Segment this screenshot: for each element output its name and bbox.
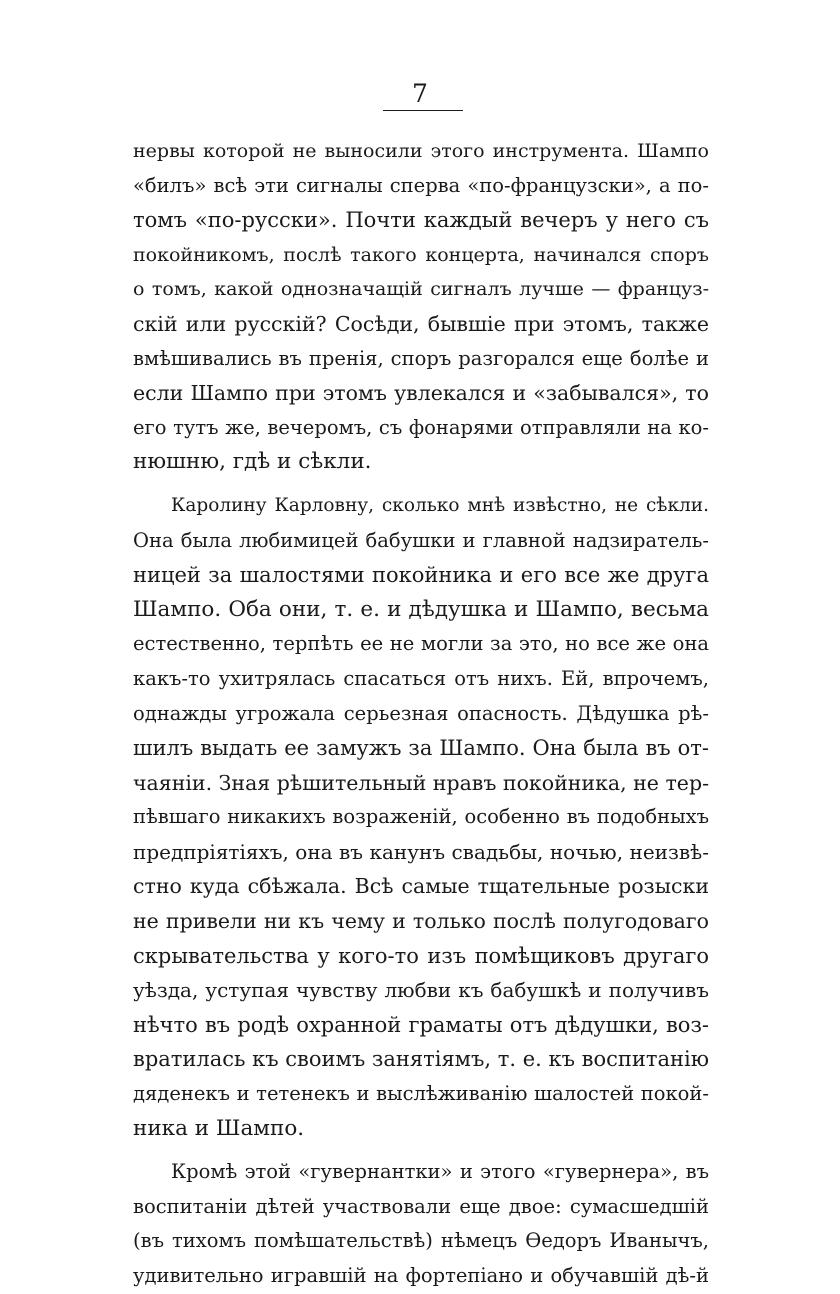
text-line: если Шампо при этомъ увлекался и «забывался», то — [133, 381, 709, 406]
text-line: ника и Шампо. — [133, 1115, 305, 1141]
text-line: Шампо. Оба они, т. е. и дѣдушка и Шампо, весьма — [133, 596, 709, 622]
text-line: шилъ выдать ее замужъ за Шампо. Она была въ от- — [133, 736, 709, 761]
paragraph-2 — [133, 489, 709, 1146]
text-line: томъ «по-русски». Почти каждый вечеръ у него съ — [133, 208, 709, 233]
text-line: уѣзда, уступая чувству любви къ бабушкѣ и получивъ — [133, 978, 709, 1003]
header-rule — [383, 110, 463, 111]
text-line: удивительно игравшій на фортепіано и обучавшій дѣ-й — [133, 1264, 709, 1287]
text-line: вратилась къ своимъ занятіямъ, т. е. къ воспитанію — [133, 1047, 709, 1072]
text-line: (въ тихомъ помѣшательствѣ) нѣмецъ Ѳедоръ Иванычъ, — [133, 1229, 709, 1253]
text-line: не привели ни къ чему и только послѣ полугодоваго — [133, 909, 709, 934]
text-line: ницей за шалостями покойника и его все же друга — [133, 563, 709, 588]
text-line: пѣвшаго никакихъ возраженій, особенно въ подобныхъ — [133, 805, 709, 829]
text-line: «билъ» всѣ эти сигналы сперва «по-французски», а по- — [133, 173, 709, 197]
text-line: его тутъ же, вечеромъ, съ фонарями отправляли на ко- — [133, 415, 709, 439]
page-number: 7 — [412, 79, 428, 108]
text-line: однажды угрожала серьезная опасность. Дѣдушка рѣ- — [133, 701, 709, 725]
paragraph-3 — [133, 1155, 709, 1293]
text-line: покойникомъ, послѣ такого концерта, начинался споръ — [133, 243, 709, 266]
text-line: скій или русскій? Сосѣди, бывшіе при этомъ, также — [133, 311, 709, 336]
text-line: предпріятіяхъ, она въ канунъ свадьбы, ночью, неизвѣ- — [133, 839, 709, 864]
text-line: о томъ, какой однозначащій сигналъ лучше — француз- — [133, 278, 709, 301]
text-line: нюшню, гдѣ и сѣкли. — [133, 449, 372, 475]
text-line: нѣчто въ родѣ охранной граматы отъ дѣдушки, воз- — [133, 1012, 709, 1037]
text-line: скрывательства у кого-то изъ помѣщиковъ другаго — [133, 943, 709, 968]
text-line: Она была любимицей бабушки и главной надзиратель- — [133, 528, 709, 552]
paragraph-1 — [133, 134, 709, 480]
text-line: какъ-то ухитрялась спасаться отъ нихъ. Ей, впрочемъ, — [133, 666, 709, 690]
body-text — [133, 134, 709, 1294]
text-line: стно куда сбѣжала. Всѣ самые тщательные розыски — [133, 874, 709, 899]
text-line: Кромѣ этой «гувернантки» и этого «гувернера», въ — [171, 1160, 709, 1184]
text-line: чаяніи. Зная рѣшительный нравъ покойника, не тер- — [133, 770, 709, 795]
text-line: нервы которой не выносили этого инструмента. Шампо — [133, 140, 709, 162]
text-line: воспитаніи дѣтей участвовали еще двое: сумасшедшій — [133, 1194, 709, 1218]
text-line: естественно, терпѣть ее не могли за это, но все же она — [133, 632, 709, 656]
text-line: дяденекъ и тетенекъ и выслѣживанію шалостей покой- — [133, 1082, 709, 1106]
text-line: Каролину Карловну, сколько мнѣ извѣстно, не сѣкли. — [171, 494, 709, 516]
text-line: вмѣшивались въ пренія, споръ разгорался еще болѣе и — [133, 346, 709, 370]
